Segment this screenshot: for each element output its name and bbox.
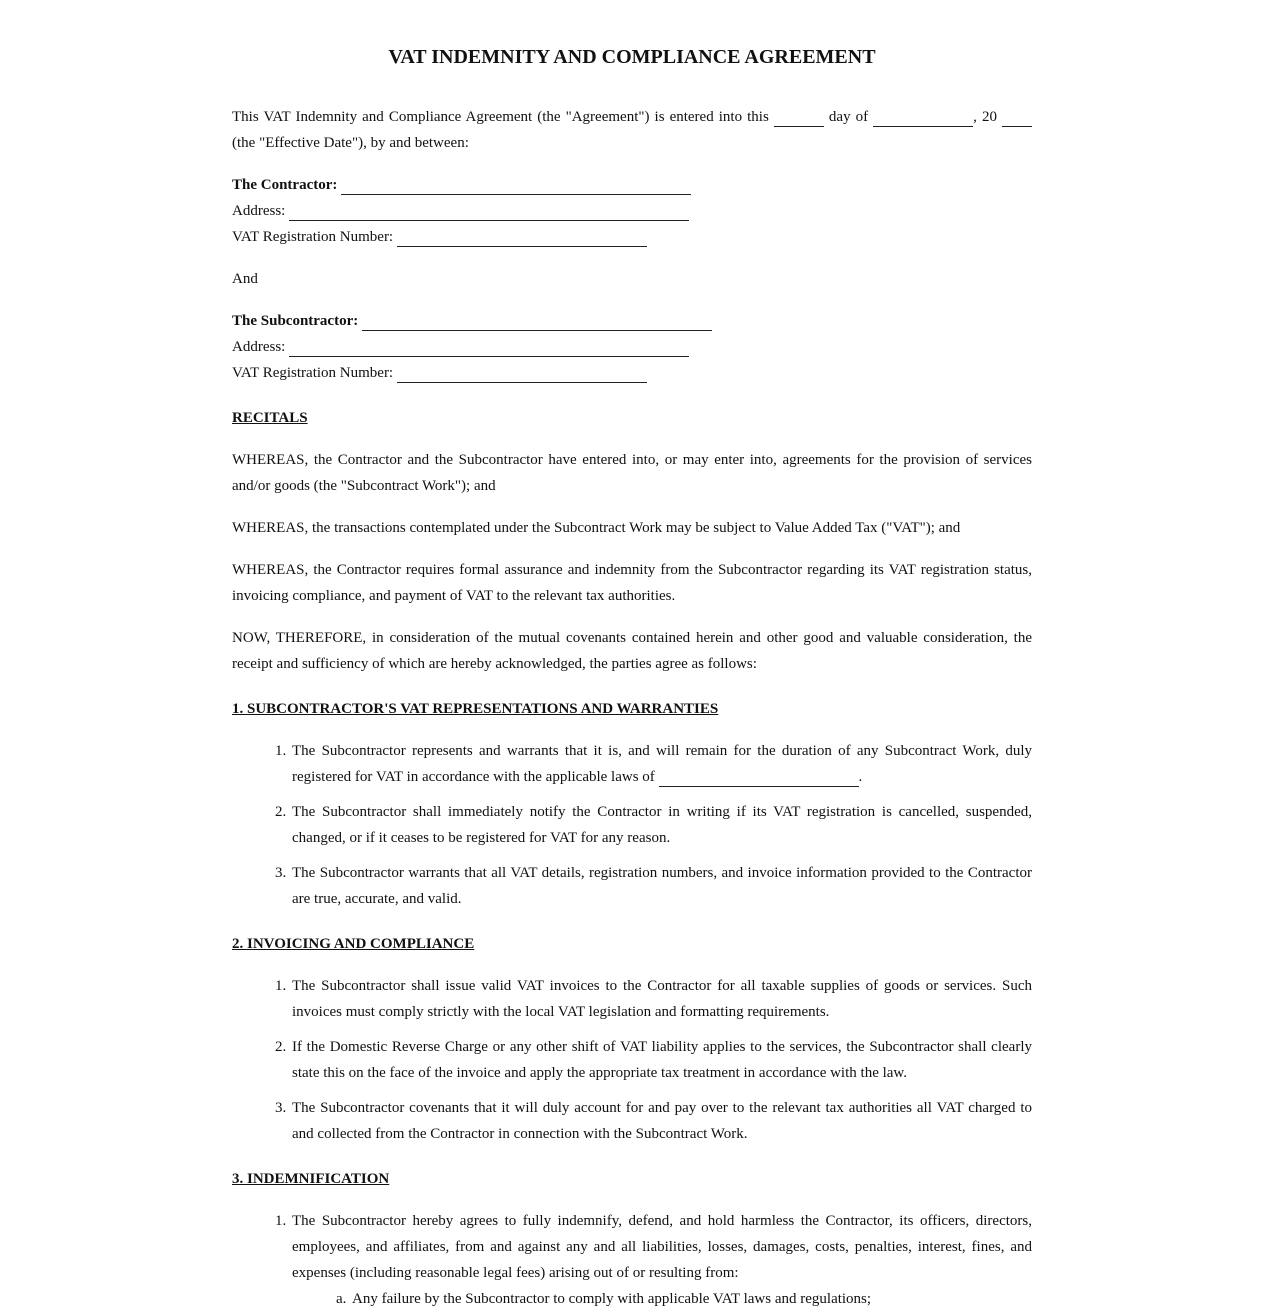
clause-item [232,1208,1032,1312]
clause-number: 1. [275,1213,287,1229]
recital-paragraph: WHEREAS, the transactions contemplated under the Subcontract Work may be subject to Value Added Tax ("VAT"); and [232,520,961,536]
section-2-heading: 2. INVOICING AND COMPLIANCE [232,936,475,952]
sub-clause-letter: a. [336,1291,347,1307]
clause-text: The Subcontractor shall immediately notify the Contractor in writing if its VAT registration is cancelled, suspended, changed, or if it ceases to be registered for VAT for any reason. [292,804,1032,846]
subcontractor-label: The Subcontractor: [232,313,359,329]
subcontractor-address-blank[interactable] [289,338,689,357]
jurisdiction-blank[interactable] [659,768,859,787]
contractor-block [232,172,1032,250]
contractor-vat-label: VAT Registration Number: [232,229,394,245]
subcontractor-block [232,308,1032,386]
contractor-address-label: Address: [232,203,286,219]
month-blank[interactable] [873,108,973,127]
document-title: VAT INDEMNITY AND COMPLIANCE AGREEMENT [388,46,876,68]
intro-text-4: (the "Effective Date"), by and between: [232,135,469,151]
clause-number: 1. [275,978,287,994]
and-separator: And [232,271,258,287]
clause-item [232,1095,1032,1147]
subcontractor-address-label: Address: [232,339,286,355]
clause-text: The Subcontractor covenants that it will duly account for and pay over to the relevant tax authorities all VAT charged to and collected from the Contractor in connection with the Subcontract Work. [292,1100,1032,1142]
contractor-address-blank[interactable] [289,202,689,221]
intro-text-2: day of [828,109,869,125]
contractor-name-blank[interactable] [341,176,691,195]
subcontractor-name-row [232,308,1032,334]
contractor-address-row [232,198,1032,224]
subcontractor-vat-blank[interactable] [397,364,647,383]
subcontractor-vat-label: VAT Registration Number: [232,365,394,381]
clause-text: The Subcontractor shall issue valid VAT invoices to the Contractor for all taxable supplies of goods or services. Such invoices must comply strictly with the local VAT legislation and formatting requirements. [292,978,1032,1020]
section-3-clauses [232,1208,1032,1312]
clause-number: 2. [275,804,287,820]
now-therefore-paragraph: NOW, THEREFORE, in consideration of the mutual covenants contained herein and other good and valuable consideration, the receipt and sufficiency of which are hereby acknowledged, the parties agree as follows: [232,630,1032,672]
clause-item [232,973,1032,1025]
sub-clause-text: Any failure by the Subcontractor to comply with applicable VAT laws and regulations; [352,1291,872,1307]
subcontractor-name-blank[interactable] [362,312,712,331]
clause-end: . [858,769,863,785]
clause-item [232,738,1032,790]
intro-paragraph [232,104,1032,156]
section-1-clauses [232,738,1032,912]
year-blank[interactable] [1002,108,1032,127]
clause-number: 3. [275,865,287,881]
recital-paragraph: WHEREAS, the Contractor and the Subcontractor have entered into, or may enter into, agreements for the provision of services and/or goods (the "Subcontract Work"); and [232,452,1032,494]
subcontractor-address-row [232,334,1032,360]
contractor-vat-blank[interactable] [397,228,647,247]
agreement-document [232,0,1032,1312]
section-1-heading: 1. SUBCONTRACTOR'S VAT REPRESENTATIONS AND WARRANTIES [232,701,719,717]
clause-item [232,1034,1032,1086]
clause-text: The Subcontractor hereby agrees to fully indemnify, defend, and hold harmless the Contractor, its officers, directors, employees, and affiliates, from and against any and all liabilities, losses, damages, costs, penalties, interest, fines, and expenses (including reasonable legal fees) arising out of or resulting from: [292,1213,1032,1281]
sub-clause-list [292,1286,1032,1312]
section-2-clauses [232,973,1032,1147]
sub-clause-item [292,1286,1032,1312]
intro-text-1: This VAT Indemnity and Compliance Agreement (the "Agreement") is entered into this [232,109,769,125]
clause-item [232,799,1032,851]
clause-item [232,860,1032,912]
subcontractor-vat-row [232,360,1032,386]
contractor-name-row [232,172,1032,198]
clause-number: 3. [275,1100,287,1116]
clause-text: If the Domestic Reverse Charge or any other shift of VAT liability applies to the services, the Subcontractor shall clearly state this on the face of the invoice and apply the appropriate tax treatment in accordance with the law. [292,1039,1032,1081]
intro-text-3: , 20 [973,109,997,125]
contractor-label: The Contractor: [232,177,338,193]
clause-number: 2. [275,1039,287,1055]
clause-number: 1. [275,743,287,759]
section-3-heading: 3. INDEMNIFICATION [232,1171,390,1187]
recitals-heading: RECITALS [232,410,308,426]
contractor-vat-row [232,224,1032,250]
clause-text: The Subcontractor warrants that all VAT details, registration numbers, and invoice information provided to the Contractor are true, accurate, and valid. [292,865,1032,907]
clause-text: The Subcontractor represents and warrants that it is, and will remain for the duration of any Subcontract Work, duly registered for VAT in accordance with the applicable laws of [292,743,1032,785]
day-blank[interactable] [774,108,824,127]
recital-paragraph: WHEREAS, the Contractor requires formal assurance and indemnity from the Subcontractor regarding its VAT registration status, invoicing compliance, and payment of VAT to the relevant tax authorities. [232,562,1032,604]
